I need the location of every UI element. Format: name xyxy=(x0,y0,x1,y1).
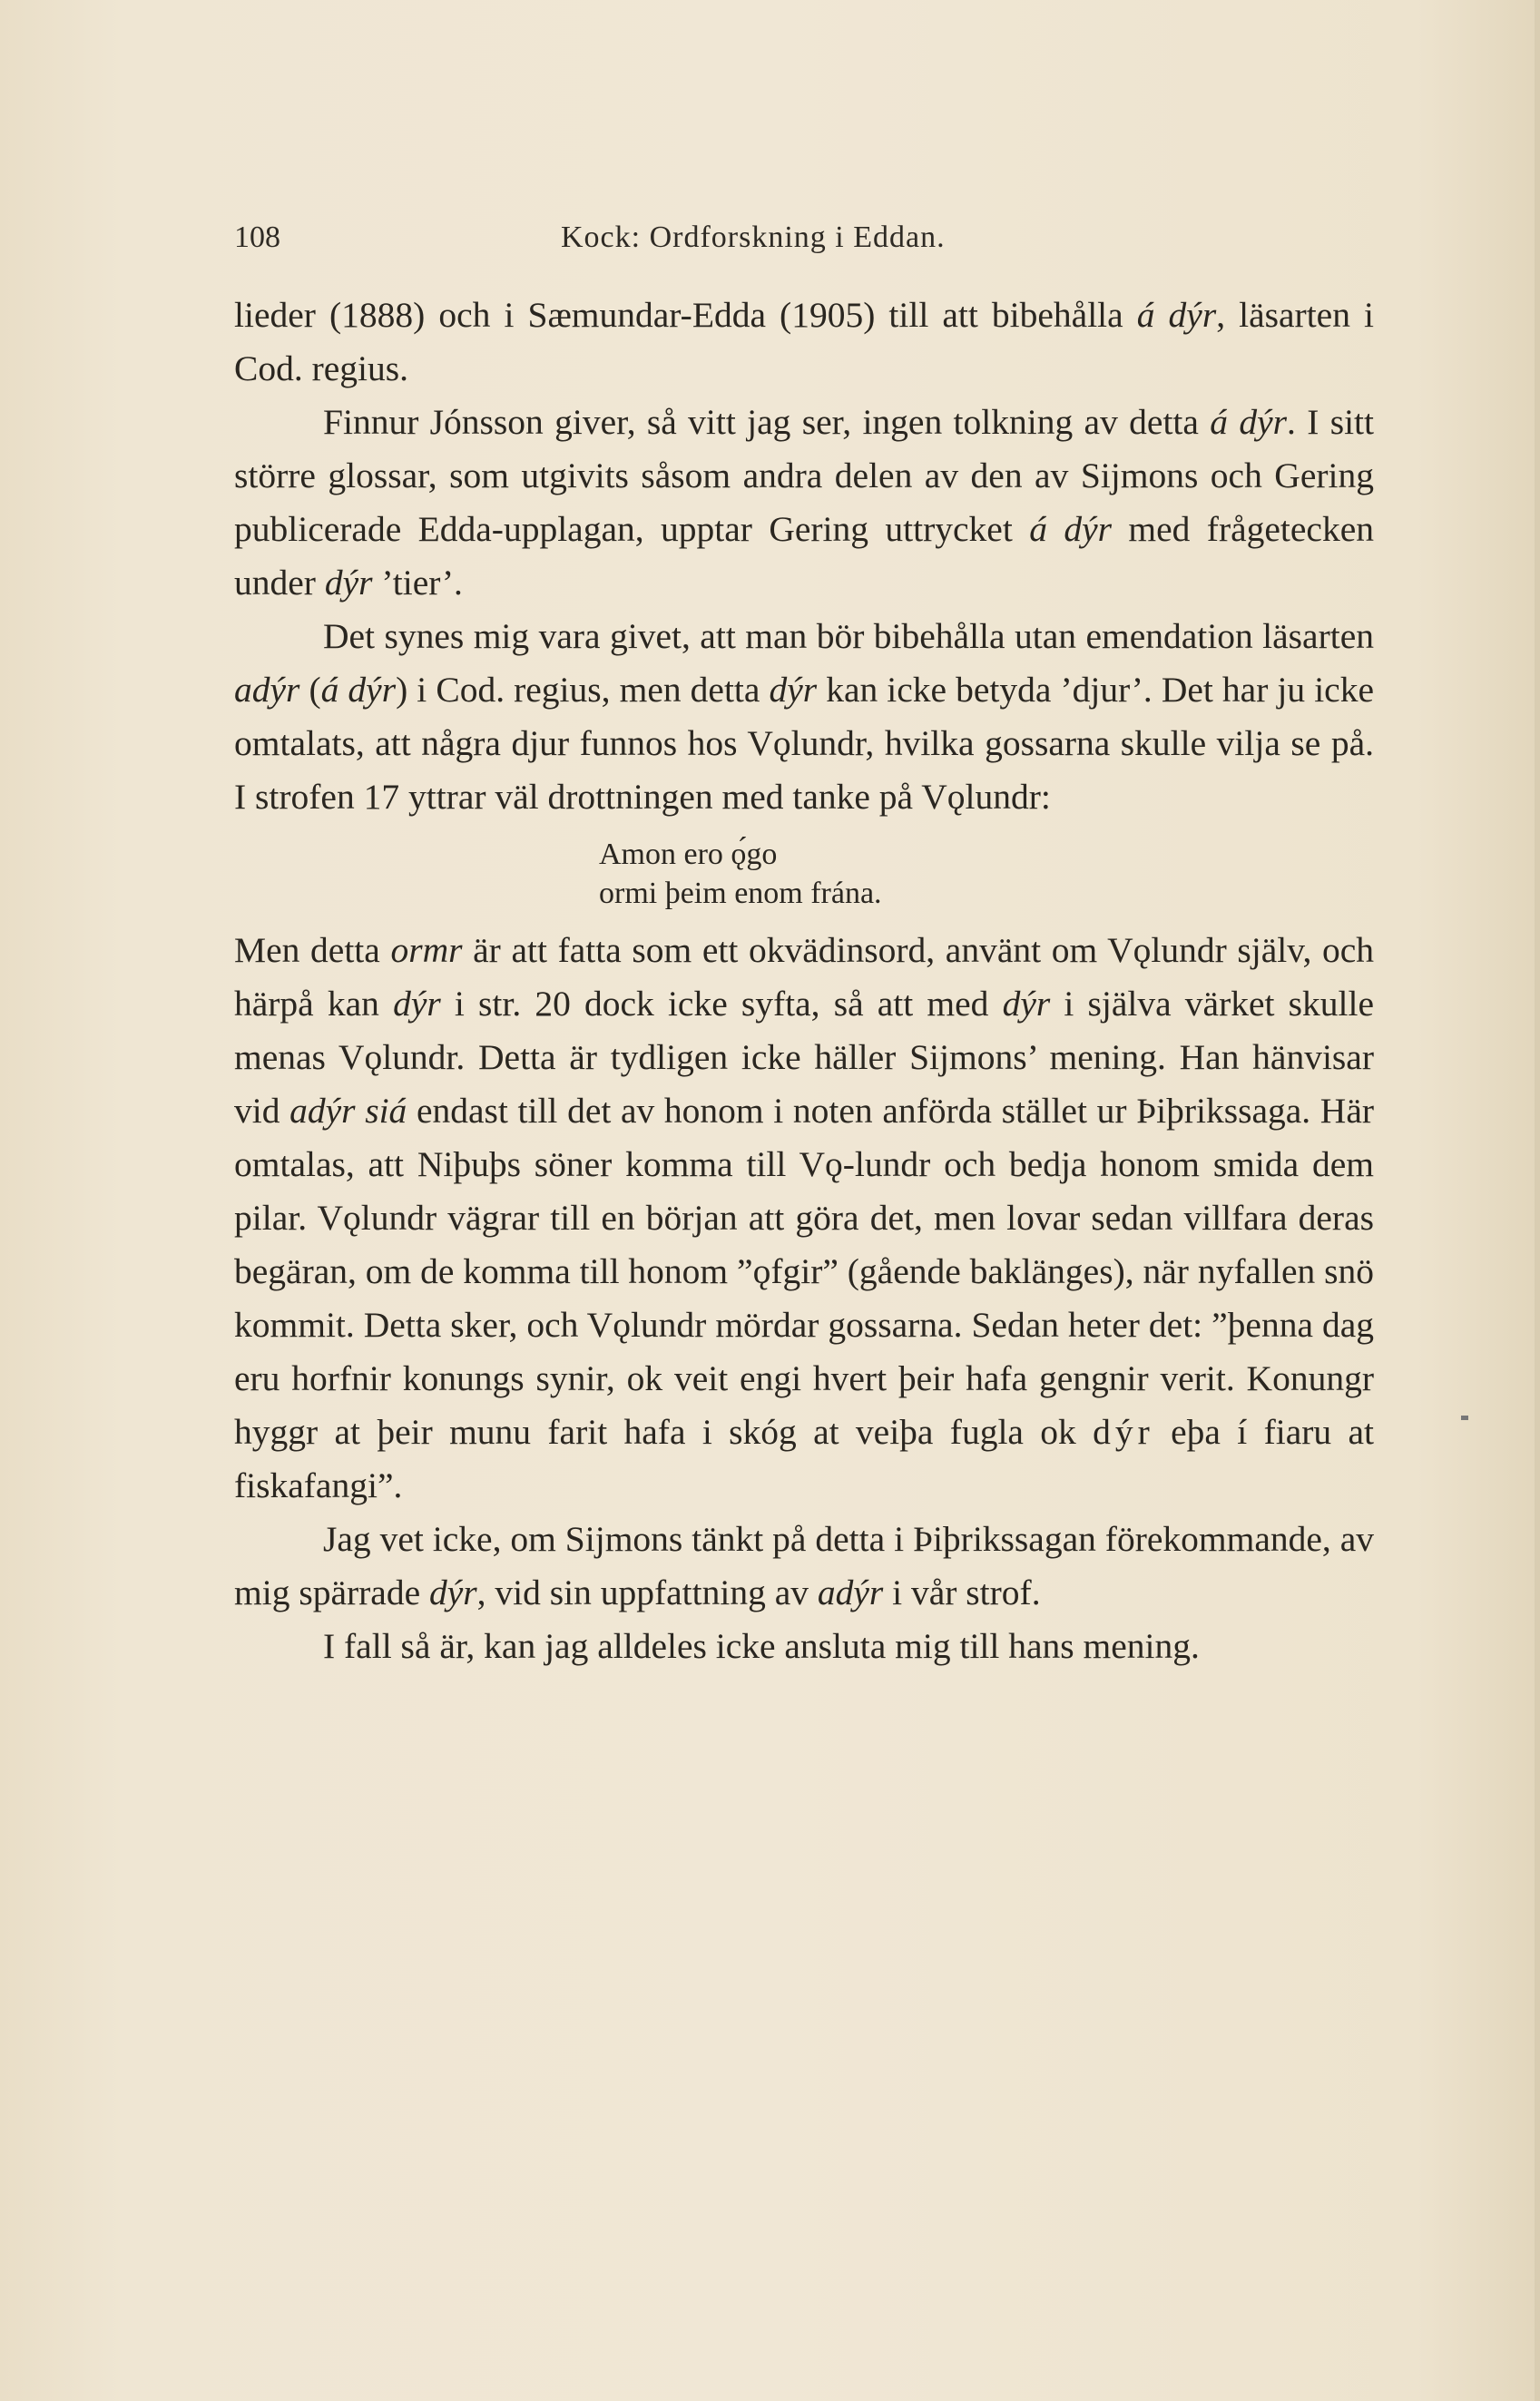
running-header xyxy=(234,220,1374,257)
text-run: Jag vet icke, om Sijmons tänkt på detta i Þiþrikssagan förekommande, av mig spärrade xyxy=(234,1519,1374,1612)
text-run: ) i Cod. regius, men detta xyxy=(396,670,770,710)
running-title: Kock: Ordforskning i Eddan. xyxy=(561,220,946,254)
margin-mark xyxy=(1461,1416,1468,1420)
text-run: endast till det av honom i noten anförda stället ur Þiþrikssaga. Här omtalas, att Niþuþs söner komma till Vǫ-lundr och bedja honom smida dem pilar. Vǫlundr vägrar till en början att göra det, men lovar sedan villfara deras begäran, om de komma till honom ”ǫfgir” (gående baklänges), när nyfallen snö kommit. Detta sker, och Vǫlundr mördar gossarna. Sedan heter det: ”þenna dag eru horfnir konungs synir, ok veit engi hvert þeir hafa gengnir verit. Konungr hyggr at þeir munu farit hafa i skóg at veiþa fugla ok xyxy=(234,1091,1375,1452)
text-run: , läsarten i Cod. regius. xyxy=(234,295,1374,388)
text-run: är att fatta som ett okvädinsord, använt om Vǫlundr själv, och härpå kan xyxy=(234,930,1374,1024)
paragraph xyxy=(234,1620,1374,1673)
italic-word: dýr xyxy=(393,984,441,1024)
paragraph xyxy=(234,396,1374,610)
italic-word: dýr xyxy=(1002,984,1051,1024)
text-run: I fall så är, kan jag alldeles icke ansluta mig till hans mening. xyxy=(323,1626,1200,1666)
italic-word: á dýr xyxy=(1029,509,1112,549)
italic-word: adýr siá xyxy=(289,1091,407,1131)
italic-word: dýr xyxy=(324,563,373,603)
text-run: i vår strof. xyxy=(883,1573,1041,1612)
paragraphs-after-quote xyxy=(234,924,1374,1673)
italic-word: á dýr xyxy=(1136,295,1217,335)
text-run: Men detta xyxy=(234,930,391,970)
italic-word: adýr xyxy=(817,1573,884,1612)
italic-word: á dýr xyxy=(1210,402,1288,442)
paragraphs-before-quote xyxy=(234,289,1374,824)
text-run: Finnur Jónsson giver, så vitt jag ser, ingen tolkning av detta xyxy=(323,402,1211,442)
text-run: lieder (1888) och i Sæmundar-Edda (1905) till att bibehålla xyxy=(234,295,1137,335)
page-edge xyxy=(1535,0,1540,2401)
body-text xyxy=(234,289,1374,1673)
paragraph xyxy=(234,1513,1374,1620)
paragraph xyxy=(234,924,1374,1513)
italic-word: dýr xyxy=(428,1573,477,1612)
italic-word: adýr xyxy=(234,670,300,710)
verse-line-2: ormi þeim enom frána. xyxy=(599,877,882,910)
verse-line-1: Amon ero ǫ́go xyxy=(599,838,778,871)
text-run: Det synes mig vara givet, att man bör bibehålla utan emendation läsarten xyxy=(323,616,1374,656)
text-run: . I sitt större glossar, som utgivits såsom andra delen av den av Sijmons och Gering publicerade Edda-upplagan, upptar Gering uttrycket xyxy=(234,402,1375,549)
paragraph xyxy=(234,289,1374,396)
text-run: kan icke betyda ’djur’. Det har ju icke omtalats, att några djur funnos hos Vǫlundr, hvilka gossarna skulle vilja se på. I strofen 17 yttrar väl drottningen med tanke på Vǫlundr: xyxy=(234,670,1374,817)
text-run: , vid sin uppfattning av xyxy=(476,1573,818,1612)
italic-word: dýr xyxy=(769,670,818,710)
italic-word: ormr xyxy=(390,930,463,970)
paragraph xyxy=(234,610,1374,824)
spaced-word: dýr xyxy=(1093,1412,1154,1452)
text-run: eþa í fiaru at fiskafangi”. xyxy=(234,1412,1374,1505)
text-run: ( xyxy=(299,670,321,710)
text-run: i själva värket skulle menas Vǫlundr. Detta är tydligen icke häller Sijmons’ mening. Han hänvisar vid xyxy=(234,984,1374,1131)
text-run: i str. 20 dock icke syfta, så att med xyxy=(440,984,1003,1024)
text-run: ’tier’. xyxy=(372,563,463,603)
text-run: med frågetecken under xyxy=(234,509,1374,603)
verse-quote xyxy=(599,835,1374,913)
page-number: 108 xyxy=(234,220,280,254)
italic-word: á dýr xyxy=(320,670,397,710)
